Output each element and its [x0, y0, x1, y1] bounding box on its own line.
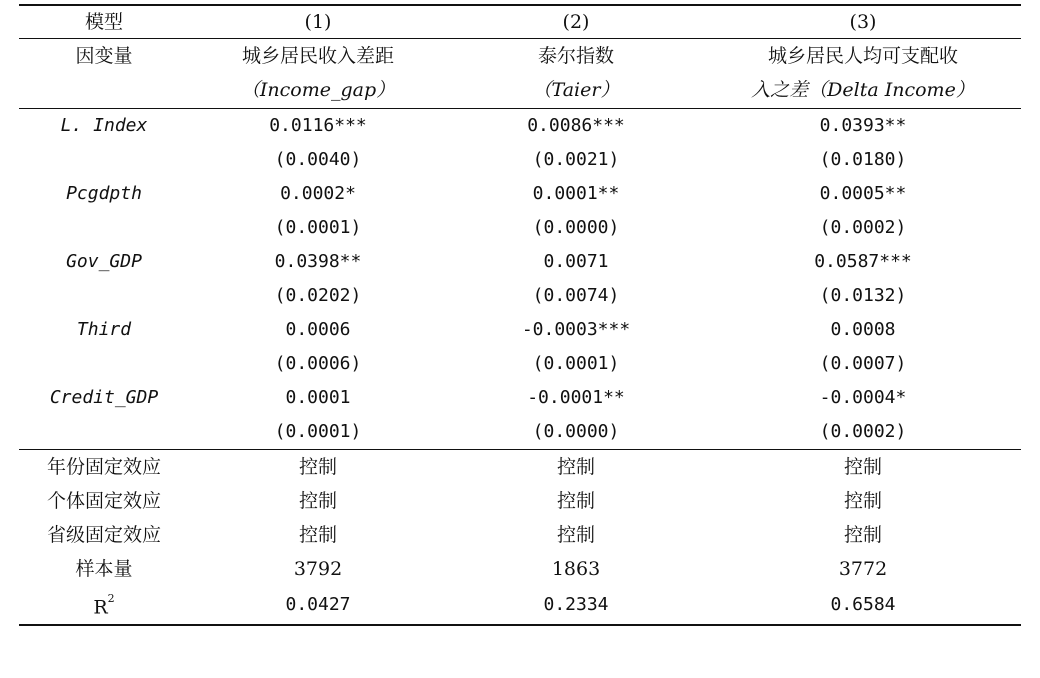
coef-cell: 0.0587***	[814, 251, 912, 272]
coef-row	[19, 313, 1021, 347]
fixed-effect-label: 省级固定效应	[46, 524, 161, 546]
variable-name: Pcgdpth	[66, 183, 142, 204]
coef-row	[19, 177, 1021, 211]
se-cell: (0.0000)	[532, 421, 620, 442]
empty-cell	[19, 73, 189, 109]
variable-name: Third	[76, 319, 132, 340]
se-row	[19, 143, 1021, 177]
r-squared-label	[19, 586, 189, 625]
fixed-effect-value: 控制	[556, 524, 595, 546]
coef-cell: 0.0086***	[527, 115, 625, 136]
coef-cell: 0.0001	[285, 387, 351, 408]
coef-row	[19, 381, 1021, 415]
se-cell: (0.0002)	[819, 217, 907, 238]
coef-cell: 0.0116***	[269, 115, 367, 136]
se-cell: (0.0132)	[819, 285, 907, 306]
depvar-name-1: 城乡居民收入差距	[241, 45, 394, 67]
fixed-effect-value: 控制	[298, 524, 337, 546]
fixed-effect-value: 控制	[189, 450, 447, 485]
sample-size-label: 样本量	[75, 558, 133, 580]
fixed-effect-value: 控制	[298, 490, 337, 512]
empty-cell	[19, 143, 189, 177]
coef-cell: -0.0003***	[521, 319, 631, 340]
fixed-effect-label: 年份固定效应	[19, 450, 189, 485]
fixed-effect-value: 控制	[447, 450, 705, 485]
coef-cell: 0.0393**	[819, 115, 907, 136]
coef-cell: 0.0002*	[280, 183, 356, 204]
regression-table	[19, 4, 1021, 626]
r-squared-letter: R	[93, 596, 108, 619]
coef-cell: -0.0004*	[819, 387, 907, 408]
empty-cell	[19, 415, 189, 450]
depvar-row	[19, 39, 1021, 74]
depvar-code-row	[19, 73, 1021, 109]
r-squared-value: 0.2334	[447, 586, 705, 625]
depvar-name-3: 城乡居民人均可支配收	[767, 45, 958, 67]
se-cell: (0.0202)	[274, 285, 362, 306]
se-cell: (0.0007)	[819, 353, 907, 374]
depvar-code-3: 入之差（Delta Income）	[705, 73, 1021, 109]
empty-cell	[19, 347, 189, 381]
se-cell: (0.0002)	[819, 421, 907, 442]
fixed-effect-row	[19, 450, 1021, 485]
se-cell: (0.0040)	[274, 149, 362, 170]
depvar-code-1: （Income_gap）	[189, 73, 447, 109]
sample-size-value: 3772	[838, 558, 888, 580]
variable-name: Gov_GDP	[66, 251, 142, 272]
coef-row	[19, 109, 1021, 144]
depvar-code-2: （Taier）	[447, 73, 705, 109]
fixed-effect-value: 控制	[843, 490, 882, 512]
cropped-footnote-fragment	[0, 674, 1040, 678]
empty-cell	[19, 279, 189, 313]
fixed-effect-label: 个体固定效应	[46, 490, 161, 512]
se-cell: (0.0001)	[274, 217, 362, 238]
fixed-effect-value: 控制	[843, 524, 882, 546]
coef-cell: 0.0008	[830, 319, 896, 340]
sample-size-value: 1863	[551, 558, 601, 580]
column-header-3: (3)	[705, 5, 1021, 39]
se-cell: (0.0074)	[532, 285, 620, 306]
coef-cell: 0.0398**	[274, 251, 362, 272]
r-squared-row	[19, 586, 1021, 625]
coef-cell: 0.0001**	[532, 183, 620, 204]
se-cell: (0.0000)	[532, 217, 620, 238]
se-cell: (0.0180)	[819, 149, 907, 170]
coef-cell: 0.0071	[543, 251, 609, 272]
fixed-effect-row	[19, 518, 1021, 552]
variable-name: Credit_GDP	[49, 387, 159, 408]
fixed-effect-value: 控制	[556, 490, 595, 512]
se-cell: (0.0001)	[532, 353, 620, 374]
coef-cell: 0.0006	[285, 319, 351, 340]
depvar-label: 因变量	[75, 45, 133, 67]
fixed-effect-row	[19, 484, 1021, 518]
se-row	[19, 415, 1021, 450]
se-row	[19, 211, 1021, 245]
r-squared-value: 0.0427	[189, 586, 447, 625]
r-squared-superscript: 2	[107, 592, 115, 605]
sample-size-row	[19, 552, 1021, 586]
fixed-effect-value: 控制	[705, 450, 1021, 485]
depvar-name-2: 泰尔指数	[537, 45, 614, 67]
se-cell: (0.0021)	[532, 149, 620, 170]
coef-cell: -0.0001**	[527, 387, 625, 408]
r-squared-value: 0.6584	[705, 586, 1021, 625]
column-header-2: (2)	[447, 5, 705, 39]
coef-cell: 0.0005**	[819, 183, 907, 204]
se-cell: (0.0006)	[274, 353, 362, 374]
sample-size-value: 3792	[293, 558, 343, 580]
empty-cell	[19, 211, 189, 245]
coef-row	[19, 245, 1021, 279]
se-cell: (0.0001)	[274, 421, 362, 442]
model-header-row	[19, 5, 1021, 39]
column-header-1: (1)	[189, 5, 447, 39]
variable-name: L. Index	[60, 115, 148, 136]
model-label: 模型	[19, 5, 189, 39]
se-row	[19, 347, 1021, 381]
se-row	[19, 279, 1021, 313]
